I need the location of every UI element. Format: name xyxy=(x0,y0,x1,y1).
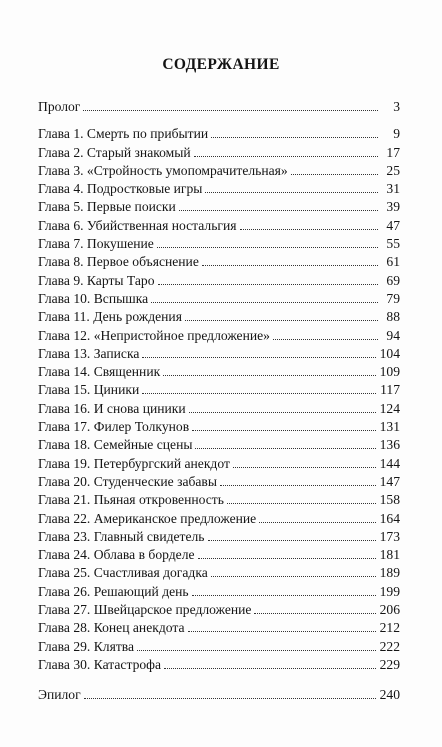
dot-leader xyxy=(291,174,378,175)
dot-leader xyxy=(202,265,378,266)
toc-entry-page: 240 xyxy=(379,687,400,703)
toc-entry xyxy=(38,400,400,418)
toc-entry-page: 31 xyxy=(386,181,400,197)
toc-entry-label: Эпилог xyxy=(38,687,81,703)
toc-entry-page: 124 xyxy=(379,400,400,416)
toc-entry xyxy=(38,253,400,271)
toc-entry-page: 229 xyxy=(379,656,400,672)
dot-leader xyxy=(84,698,376,699)
toc-entry-label: Глава 22. Американское предложение xyxy=(38,510,257,526)
toc-entry-label: Глава 15. Циники xyxy=(38,382,140,398)
toc-entry-label: Глава 12. «Непристойное предложение» xyxy=(38,327,270,343)
toc-entry-page: 206 xyxy=(379,602,400,618)
toc-entry-page: 79 xyxy=(386,290,400,306)
toc-entry-label: Глава 5. Первые поиски xyxy=(38,199,176,215)
toc-entry xyxy=(38,491,400,509)
dot-leader xyxy=(158,284,378,285)
toc-entry-page: 136 xyxy=(379,437,400,453)
dot-leader xyxy=(179,210,378,211)
dot-leader xyxy=(151,302,378,303)
toc-entry-label: Глава 14. Священник xyxy=(38,364,161,380)
dot-leader xyxy=(220,485,376,486)
toc-entry-page: 47 xyxy=(386,217,400,233)
toc-entry-label: Глава 16. И снова циники xyxy=(38,400,186,416)
toc-entry-label: Глава 18. Семейные сцены xyxy=(38,437,193,453)
toc-entry-page: 164 xyxy=(379,510,400,526)
page-title: СОДЕРЖАНИЕ xyxy=(162,56,280,73)
toc-entry xyxy=(38,217,400,235)
toc-entry xyxy=(38,564,400,582)
toc-entry xyxy=(38,235,400,253)
dot-leader xyxy=(142,393,376,394)
toc-entry-label: Глава 19. Петербургский анекдот xyxy=(38,455,230,471)
toc-entry xyxy=(38,381,400,399)
toc-entry xyxy=(38,510,400,528)
toc-entry xyxy=(38,327,400,345)
toc-entry xyxy=(38,638,400,656)
toc-entry-label: Глава 30. Катастрофа xyxy=(38,656,162,672)
toc-entry xyxy=(38,455,400,473)
toc-entry-page: 181 xyxy=(379,547,400,563)
toc-entry-label: Глава 20. Студенческие забавы xyxy=(38,473,217,489)
toc-entry-page: 147 xyxy=(379,473,400,489)
dot-leader xyxy=(194,156,378,157)
toc-entry xyxy=(38,198,400,216)
toc-entry-label: Глава 28. Конец анекдота xyxy=(38,620,185,636)
dot-leader xyxy=(211,576,376,577)
dot-leader xyxy=(195,448,375,449)
toc-entry-page: 131 xyxy=(379,419,400,435)
dot-leader xyxy=(157,247,378,248)
toc-entry xyxy=(38,144,400,162)
toc-entry-page: 39 xyxy=(386,199,400,215)
toc-entry xyxy=(38,436,400,454)
toc-entry-label: Глава 7. Покушение xyxy=(38,236,154,252)
toc-entry-label: Глава 21. Пьяная откровенность xyxy=(38,492,224,508)
dot-leader xyxy=(233,467,376,468)
toc-entry-page: 109 xyxy=(379,364,400,380)
toc-entry-label: Глава 9. Карты Таро xyxy=(38,272,155,288)
toc-entry-label: Глава 26. Решающий день xyxy=(38,583,189,599)
toc-entry xyxy=(38,290,400,308)
dot-leader xyxy=(163,375,375,376)
toc-entry-label: Глава 6. Убийственная ностальгия xyxy=(38,217,237,233)
toc-entry xyxy=(38,656,400,674)
dot-leader xyxy=(189,412,376,413)
dot-leader xyxy=(198,558,376,559)
toc-entry xyxy=(38,686,400,704)
toc-entry-label: Глава 23. Главный свидетель xyxy=(38,528,205,544)
toc-entry-page: 3 xyxy=(393,99,400,114)
toc-entry-label: Глава 25. Счастливая догадка xyxy=(38,565,208,581)
dot-leader xyxy=(259,522,375,523)
toc-entry-page: 94 xyxy=(386,327,400,343)
toc-entry-page: 144 xyxy=(379,455,400,471)
toc-entry xyxy=(38,601,400,619)
dot-leader xyxy=(273,339,378,340)
toc-entry-page: 55 xyxy=(386,236,400,252)
toc-entry xyxy=(38,308,400,326)
toc-list xyxy=(38,98,400,705)
toc-entry xyxy=(38,473,400,491)
toc-entry-page: 173 xyxy=(379,528,400,544)
toc-entry xyxy=(38,345,400,363)
toc-entry-label: Глава 3. «Стройность умопомрачительная» xyxy=(38,162,288,178)
dot-leader xyxy=(185,320,378,321)
toc-entry xyxy=(38,162,400,180)
toc-entry-page: 199 xyxy=(379,583,400,599)
toc-entry-label: Глава 17. Филер Толкунов xyxy=(38,419,190,435)
toc-entry xyxy=(38,418,400,436)
toc-entry-label: Глава 2. Старый знакомый xyxy=(38,144,191,160)
dot-leader xyxy=(254,613,375,614)
toc-entry-page: 9 xyxy=(393,126,400,142)
dot-leader xyxy=(192,430,375,431)
toc-entry xyxy=(38,98,400,116)
dot-leader xyxy=(211,137,378,138)
toc-entry-page: 17 xyxy=(386,144,400,160)
toc-entry xyxy=(38,546,400,564)
dot-leader xyxy=(164,668,376,669)
dot-leader xyxy=(188,631,376,632)
toc-entry-label: Глава 8. Первое объяснение xyxy=(38,254,199,270)
toc-entry xyxy=(38,363,400,381)
toc-entry-label: Глава 29. Клятва xyxy=(38,638,135,654)
toc-entry-page: 158 xyxy=(379,492,400,508)
toc-entry-label: Глава 13. Записка xyxy=(38,345,140,361)
toc-entry xyxy=(38,583,400,601)
dot-leader xyxy=(137,650,376,651)
toc-entry-label: Глава 10. Вспышка xyxy=(38,290,149,306)
toc-entry xyxy=(38,180,400,198)
dot-leader xyxy=(205,192,378,193)
dot-leader xyxy=(83,110,378,111)
toc-entry xyxy=(38,619,400,637)
toc-entry xyxy=(38,125,400,143)
toc-entry-page: 222 xyxy=(379,638,400,654)
toc-entry-label: Глава 1. Смерть по прибытии xyxy=(38,126,209,142)
toc-entry-label: Глава 27. Швейцарское предложение xyxy=(38,602,252,618)
toc-entry-page: 189 xyxy=(379,565,400,581)
toc-entry-page: 104 xyxy=(379,345,400,361)
toc-entry-page: 88 xyxy=(386,309,400,325)
toc-entry xyxy=(38,528,400,546)
dot-leader xyxy=(227,503,376,504)
dot-leader xyxy=(192,595,376,596)
toc-entry-label: Глава 4. Подростковые игры xyxy=(38,181,203,197)
toc-entry-page: 69 xyxy=(386,272,400,288)
toc-entry xyxy=(38,272,400,290)
toc-entry-label: Глава 24. Облава в борделе xyxy=(38,547,195,563)
dot-leader xyxy=(240,229,378,230)
toc-entry-page: 117 xyxy=(380,382,400,398)
toc-entry-label: Пролог xyxy=(38,99,81,114)
toc-entry-page: 61 xyxy=(386,254,400,270)
toc-entry-label: Глава 11. День рождения xyxy=(38,309,182,325)
toc-entry-page: 25 xyxy=(386,162,400,178)
dot-leader xyxy=(208,540,376,541)
toc-entry-page: 212 xyxy=(379,620,400,636)
dot-leader xyxy=(142,357,375,358)
